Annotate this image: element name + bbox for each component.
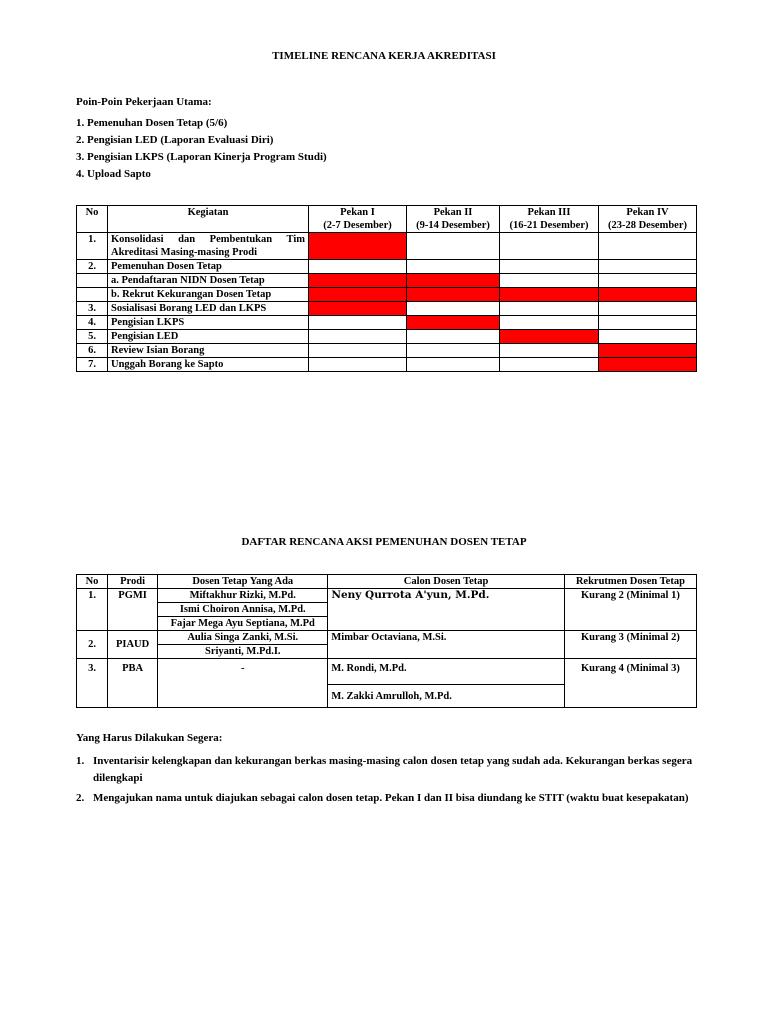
row-no: 5. xyxy=(77,330,108,344)
dosen-ada-name: - xyxy=(158,659,328,708)
cell-pekan-3 xyxy=(500,344,599,358)
row-no: 3. xyxy=(77,302,108,316)
row-kegiatan: Unggah Borang ke Sapto xyxy=(108,358,309,372)
timeline-row xyxy=(77,233,697,260)
dosen-row xyxy=(77,659,697,685)
poin-item: 1. Pemenuhan Dosen Tetap (5/6) xyxy=(76,117,228,129)
cell-pekan-4 xyxy=(599,344,697,358)
cell-pekan-1 xyxy=(309,316,407,330)
cell-pekan-3 xyxy=(500,302,599,316)
header-pekan-2: Pekan II (9-14 Desember) xyxy=(407,206,500,233)
cell-pekan-1 xyxy=(309,302,407,316)
row-kegiatan: Pengisian LED xyxy=(108,330,309,344)
header-pekan-3: Pekan III (16-21 Desember) xyxy=(500,206,599,233)
cell-pekan-3 xyxy=(500,288,599,302)
cell-pekan-2 xyxy=(407,316,500,330)
cell-pekan-1 xyxy=(309,330,407,344)
dosen-ada-name: Aulia Singa Zanki, M.Si. xyxy=(158,631,328,645)
row-kegiatan: Pemenuhan Dosen Tetap xyxy=(108,260,309,274)
header-no: No xyxy=(77,206,108,233)
harus-heading: Yang Harus Dilakukan Segera: xyxy=(76,732,223,744)
row-kegiatan: Sosialisasi Borang LED dan LKPS xyxy=(108,302,309,316)
timeline-row xyxy=(77,274,697,288)
dosen-ada-name: Miftakhur Rizki, M.Pd. xyxy=(158,589,328,603)
dosen-table xyxy=(76,574,697,708)
harus-item: 2. Mengajukan nama untuk diajukan sebagai calon dosen tetap. Pekan I dan II bisa diundang ke STIT (waktu buat kesepakatan) xyxy=(76,792,689,804)
row-no: 7. xyxy=(77,358,108,372)
dosen-row xyxy=(77,631,697,645)
daftar-title: DAFTAR RENCANA AKSI PEMENUHAN DOSEN TETAP xyxy=(241,536,527,548)
cell-pekan-4 xyxy=(599,316,697,330)
cell-pekan-1 xyxy=(309,274,407,288)
cell-pekan-1 xyxy=(309,233,407,260)
timeline-row xyxy=(77,330,697,344)
dosen-header-row xyxy=(77,575,697,589)
dosen-ada-name: Fajar Mega Ayu Septiana, M.Pd xyxy=(158,617,328,631)
cell-pekan-2 xyxy=(407,358,500,372)
row-no: 2. xyxy=(77,631,108,659)
cell-pekan-2 xyxy=(407,344,500,358)
row-kegiatan: Pengisian LKPS xyxy=(108,316,309,330)
cell-pekan-4 xyxy=(599,274,697,288)
calon-name: M. Rondi, M.Pd. xyxy=(328,659,564,685)
rekrutmen-value: Kurang 4 (Minimal 3) xyxy=(564,659,696,708)
calon-name: Neny Qurrota A'yun, M.Pd. xyxy=(328,589,564,631)
poin-item: 3. Pengisian LKPS (Laporan Kinerja Program Studi) xyxy=(76,151,327,163)
cell-pekan-1 xyxy=(309,260,407,274)
poin-list xyxy=(76,115,327,183)
cell-pekan-4 xyxy=(599,358,697,372)
header-rekrutmen: Rekrutmen Dosen Tetap xyxy=(564,575,696,589)
timeline-row xyxy=(77,288,697,302)
row-no xyxy=(77,288,108,302)
dosen-ada-name: Ismi Choiron Annisa, M.Pd. xyxy=(158,603,328,617)
row-prodi: PBA xyxy=(108,659,158,708)
timeline-header-row xyxy=(77,206,697,233)
cell-pekan-2 xyxy=(407,274,500,288)
header-dosen-ada: Dosen Tetap Yang Ada xyxy=(158,575,328,589)
header-pekan-1: Pekan I (2-7 Desember) xyxy=(309,206,407,233)
row-kegiatan: Review Isian Borang xyxy=(108,344,309,358)
row-no: 1. xyxy=(77,589,108,631)
header-prodi: Prodi xyxy=(108,575,158,589)
poin-item: 4. Upload Sapto xyxy=(76,168,151,180)
timeline-table xyxy=(76,205,697,372)
calon-name: Mimbar Octaviana, M.Si. xyxy=(328,631,564,659)
header-no: No xyxy=(77,575,108,589)
cell-pekan-1 xyxy=(309,358,407,372)
harus-item: 1. Inventarisir kelengkapan dan kekurangan berkas masing-masing calon dosen tetap yang sudah ada. Kekurangan berkas segera dilengkapi xyxy=(76,755,693,784)
cell-pekan-2 xyxy=(407,260,500,274)
row-no: 4. xyxy=(77,316,108,330)
document-title: TIMELINE RENCANA KERJA AKREDITASI xyxy=(272,50,496,62)
timeline-row xyxy=(77,302,697,316)
cell-pekan-1 xyxy=(309,344,407,358)
cell-pekan-4 xyxy=(599,233,697,260)
row-prodi: PGMI xyxy=(108,589,158,631)
row-prodi: PIAUD xyxy=(108,631,158,659)
timeline-row xyxy=(77,316,697,330)
harus-list xyxy=(76,753,696,810)
header-kegiatan: Kegiatan xyxy=(108,206,309,233)
timeline-row xyxy=(77,260,697,274)
cell-pekan-3 xyxy=(500,233,599,260)
cell-pekan-3 xyxy=(500,358,599,372)
cell-pekan-3 xyxy=(500,316,599,330)
cell-pekan-2 xyxy=(407,302,500,316)
cell-pekan-4 xyxy=(599,330,697,344)
cell-pekan-1 xyxy=(309,288,407,302)
cell-pekan-4 xyxy=(599,288,697,302)
dosen-ada-name: Sriyanti, M.Pd.I. xyxy=(158,645,328,659)
row-kegiatan: b. Rekrut Kekurangan Dosen Tetap xyxy=(108,288,309,302)
row-no xyxy=(77,274,108,288)
row-no: 1. xyxy=(77,233,108,260)
cell-pekan-3 xyxy=(500,330,599,344)
row-kegiatan: a. Pendaftaran NIDN Dosen Tetap xyxy=(108,274,309,288)
rekrutmen-value: Kurang 2 (Minimal 1) xyxy=(564,589,696,631)
calon-name: M. Zakki Amrulloh, M.Pd. xyxy=(328,685,564,708)
cell-pekan-4 xyxy=(599,302,697,316)
timeline-row xyxy=(77,344,697,358)
cell-pekan-2 xyxy=(407,233,500,260)
timeline-row xyxy=(77,358,697,372)
header-calon: Calon Dosen Tetap xyxy=(328,575,564,589)
poin-item: 2. Pengisian LED (Laporan Evaluasi Diri) xyxy=(76,134,274,146)
row-no: 6. xyxy=(77,344,108,358)
dosen-row xyxy=(77,589,697,603)
cell-pekan-2 xyxy=(407,288,500,302)
header-pekan-4: Pekan IV (23-28 Desember) xyxy=(599,206,697,233)
cell-pekan-3 xyxy=(500,274,599,288)
rekrutmen-value: Kurang 3 (Minimal 2) xyxy=(564,631,696,659)
cell-pekan-3 xyxy=(500,260,599,274)
cell-pekan-2 xyxy=(407,330,500,344)
row-kegiatan: Konsolidasi dan Pembentukan Tim Akreditasi Masing-masing Prodi xyxy=(108,233,309,260)
row-no: 2. xyxy=(77,260,108,274)
cell-pekan-4 xyxy=(599,260,697,274)
row-no: 3. xyxy=(77,659,108,708)
poin-heading: Poin-Poin Pekerjaan Utama: xyxy=(76,96,212,108)
